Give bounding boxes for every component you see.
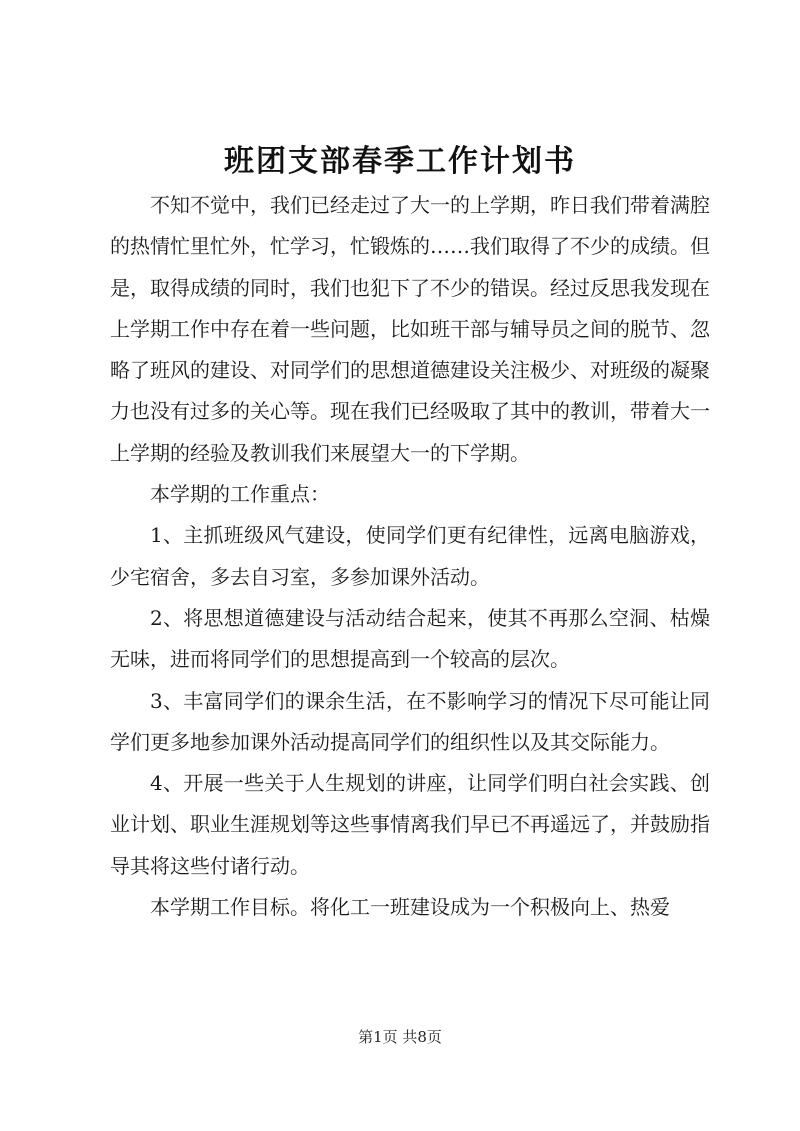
paragraph-intro: 不知不觉中，我们已经走过了大一的上学期，昨日我们带着满腔的热情忙里忙外，忙学习，忙锻炼的……我们取得了不少的成绩。但是，取得成绩的同时，我们也犯下了不少的错误。经过反思我发现在上学期工作中存在着一些问题，比如班干部与辅导员之间的脱节、忽略了班风的建设、对同学们的思想道德建设关注极少、对班级的凝聚力也没有过多的关心等。现在我们已经吸取了其中的教训，带着大一上学期的经验及教训我们来展望大一的下学期。 (110, 193, 710, 465)
paragraph-goal: 本学期工作目标。将化工一班建设成为一个积极向上、热爱 (150, 895, 670, 920)
page-number-footer: 第1页 共8页 (358, 1028, 442, 1046)
paragraph-item-1: 1、主抓班级风气建设，使同学们更有纪律性，远离电脑游戏，少宅宿舍，多去自习室，多参加课外活动。 (110, 523, 710, 589)
paragraph-item-3: 3、丰富同学们的课余生活，在不影响学习的情况下尽可能让同学们更多地参加课外活动提高同学们的组织性以及其交际能力。 (110, 688, 710, 754)
paragraph-item-4: 4、开展一些关于人生规划的讲座，让同学们明白社会实践、创业计划、职业生涯规划等这些事情离我们早已不再遥远了，并鼓励指导其将这些付诸行动。 (110, 771, 710, 878)
paragraph-focus-heading: 本学期的工作重点： (150, 482, 330, 507)
document-body (110, 185, 710, 928)
document-title: 班团支部春季工作计划书 (224, 144, 576, 179)
paragraph-item-2: 2、将思想道德建设与活动结合起来，使其不再那么空洞、枯燥无味，进而将同学们的思想提高到一个较高的层次。 (110, 605, 710, 672)
